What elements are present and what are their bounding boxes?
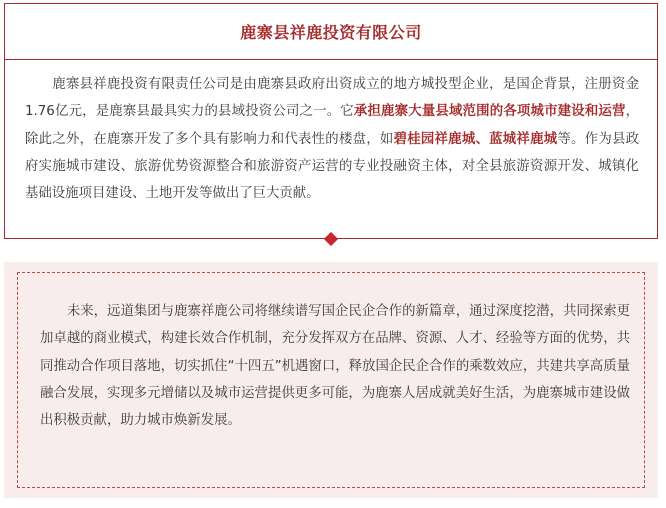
company-intro-card bbox=[4, 3, 658, 239]
future-paragraph bbox=[40, 298, 630, 434]
intro-highlight-1: 承担鹿寨大量县域范围的各项城市建设和运营 bbox=[353, 104, 626, 120]
intro-text-2: ，除此之外，在鹿寨开发了多个具有影响力和代表性的楼盘，如 bbox=[25, 104, 639, 147]
title-bar bbox=[5, 4, 657, 60]
intro-paragraph bbox=[25, 71, 639, 207]
intro-text-3: 等。作为县政府实施城市建设、旅游优势资源整合和旅游资产运营的专业投融资主体，对全县旅游资源开发、城镇化基础设施项目建设、土地开发等做出了巨大贡献。 bbox=[25, 131, 640, 202]
future-text: 未来，远道集团与鹿寨祥鹿公司将继续谱写国企民企合作的新篇章，通过深度挖潜，共同探索更加卓越的商业模式，构建长效合作机制，充分发挥双方在品牌、资源、人才、经验等方面的优势，共同推动合作项目落地，切实抓住“十四五”机遇窗口，释放国企民企合作的乘数效应，共建共享高质量融合发展，实现多元增储以及城市运营提供更多可能，为鹿寨人居成就美好生活，为鹿寨城市建设做出积极贡献，助力城市焕新发展。 bbox=[40, 304, 631, 429]
intro-highlight-2: 碧桂园祥鹿城、蓝城祥鹿城 bbox=[393, 131, 558, 147]
future-card-border bbox=[17, 272, 645, 488]
card-title: 鹿寨县祥鹿投资有限公司 bbox=[240, 23, 422, 42]
intro-text-1: 鹿寨县祥鹿投资有限责任公司是由鹿寨县政府出资成立的地方城投型企业，是国企背景，注册资金1.76亿元，是鹿寨县最具实力的县域投资公司之一。它 bbox=[25, 77, 640, 120]
future-card bbox=[4, 262, 658, 498]
company-intro-body bbox=[5, 60, 657, 207]
